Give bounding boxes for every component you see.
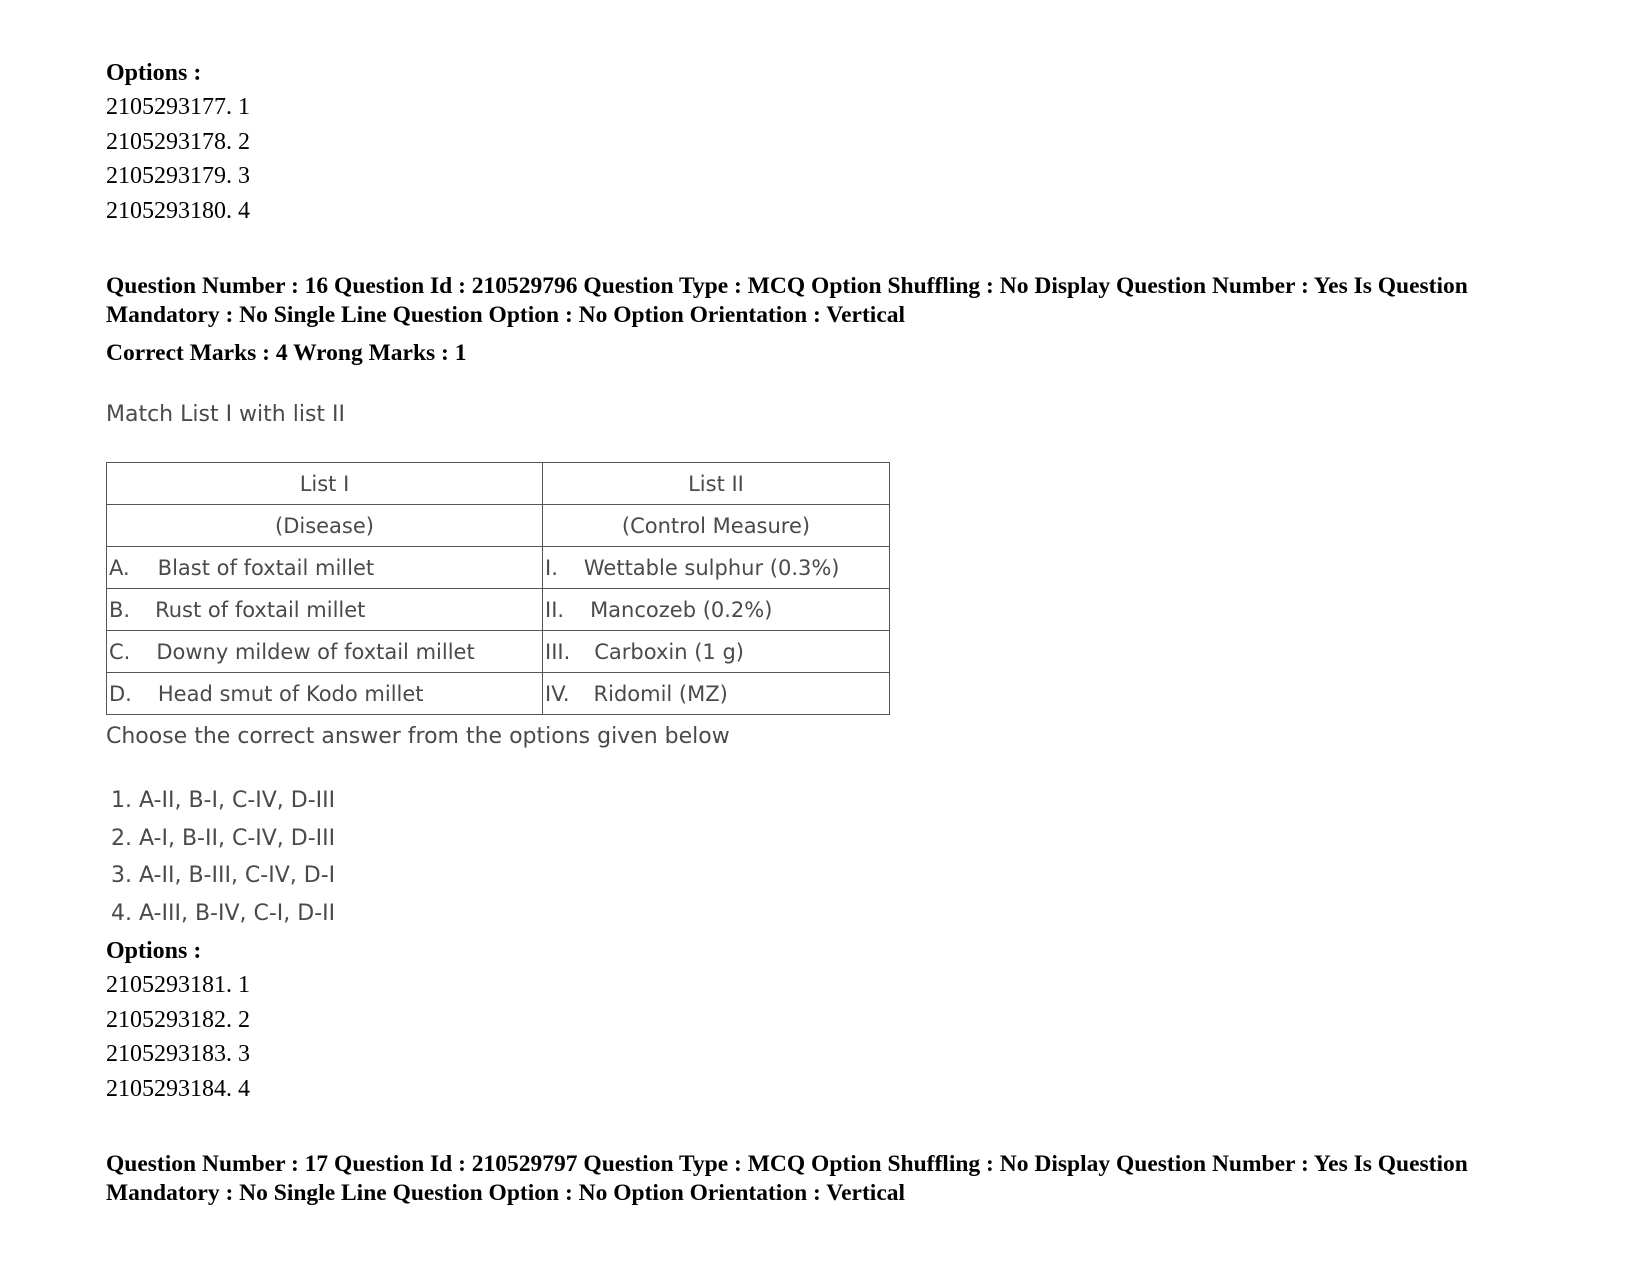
table-cell xyxy=(107,547,543,589)
row-label: B. xyxy=(109,597,131,622)
option-item: 2105293184. 4 xyxy=(106,1075,250,1102)
options-heading: Options : xyxy=(106,938,202,964)
option-item: 2105293181. 1 xyxy=(106,972,250,998)
options-heading: Options : xyxy=(106,60,202,86)
row-text: Wettable sulphur (0.3%) xyxy=(583,555,840,580)
question-17-meta xyxy=(106,1150,1566,1208)
table-subheader-cell: (Control Measure) xyxy=(543,505,890,547)
table-cell xyxy=(543,631,890,673)
table-row xyxy=(107,631,890,673)
match-table xyxy=(106,462,890,715)
row-text: Carboxin (1 g) xyxy=(594,639,744,664)
answer-choices xyxy=(111,782,335,932)
row-label: IV. xyxy=(545,681,570,706)
question-meta-line: Question Number : 17 Question Id : 210529797 Question Type : MCQ Option Shuffling : No Display Question Number : Yes Is Question xyxy=(106,1151,1468,1177)
table-header-cell: List I xyxy=(107,463,543,505)
question-meta-line: Mandatory : No Single Line Question Option : No Option Orientation : Vertical xyxy=(106,1180,906,1206)
question-meta-line: Mandatory : No Single Line Question Option : No Option Orientation : Vertical xyxy=(106,302,906,328)
row-label: D. xyxy=(109,681,132,706)
table-row xyxy=(107,673,890,715)
table-header-row xyxy=(107,463,890,505)
options-list xyxy=(106,90,250,228)
choose-instruction: Choose the correct answer from the options given below xyxy=(106,724,730,749)
row-text: Rust of foxtail millet xyxy=(155,597,366,622)
option-item: 2105293177. 1 xyxy=(106,94,250,120)
answer-choice: 1. A-II, B-I, C-IV, D-III xyxy=(111,788,336,813)
option-item: 2105293180. 4 xyxy=(106,197,250,224)
table-cell xyxy=(107,631,543,673)
table-subheader-cell: (Disease) xyxy=(107,505,543,547)
row-label: C. xyxy=(109,639,131,664)
question-prompt: Match List I with list II xyxy=(106,402,346,427)
row-text: Ridomil (MZ) xyxy=(593,681,728,706)
row-text: Blast of foxtail millet xyxy=(157,555,375,580)
question-16-marks: Correct Marks : 4 Wrong Marks : 1 xyxy=(106,340,467,366)
question-16-meta xyxy=(106,272,1566,330)
table-row xyxy=(107,547,890,589)
options-list xyxy=(106,968,250,1106)
table-cell xyxy=(543,673,890,715)
table-header-cell: List II xyxy=(543,463,890,505)
question-meta-line: Question Number : 16 Question Id : 210529796 Question Type : MCQ Option Shuffling : No Display Question Number : Yes Is Question xyxy=(106,273,1468,299)
row-label: A. xyxy=(109,555,130,580)
option-item: 2105293179. 3 xyxy=(106,163,250,189)
option-item: 2105293183. 3 xyxy=(106,1041,250,1067)
row-text: Head smut of Kodo millet xyxy=(157,681,424,706)
row-label: I. xyxy=(545,555,558,580)
answer-choice: 3. A-II, B-III, C-IV, D-I xyxy=(111,863,336,888)
row-label: II. xyxy=(545,597,565,622)
option-item: 2105293178. 2 xyxy=(106,128,250,155)
table-subheader-row xyxy=(107,505,890,547)
table-cell xyxy=(107,589,543,631)
table-cell xyxy=(543,547,890,589)
option-item: 2105293182. 2 xyxy=(106,1006,250,1033)
row-text: Mancozeb (0.2%) xyxy=(590,597,773,622)
table-cell xyxy=(107,673,543,715)
answer-choice: 4. A-III, B-IV, C-I, D-II xyxy=(111,900,336,926)
row-text: Downy mildew of foxtail millet xyxy=(156,639,475,664)
answer-choice: 2. A-I, B-II, C-IV, D-III xyxy=(111,825,336,851)
row-label: III. xyxy=(545,639,571,664)
table-row xyxy=(107,589,890,631)
table-cell xyxy=(543,589,890,631)
